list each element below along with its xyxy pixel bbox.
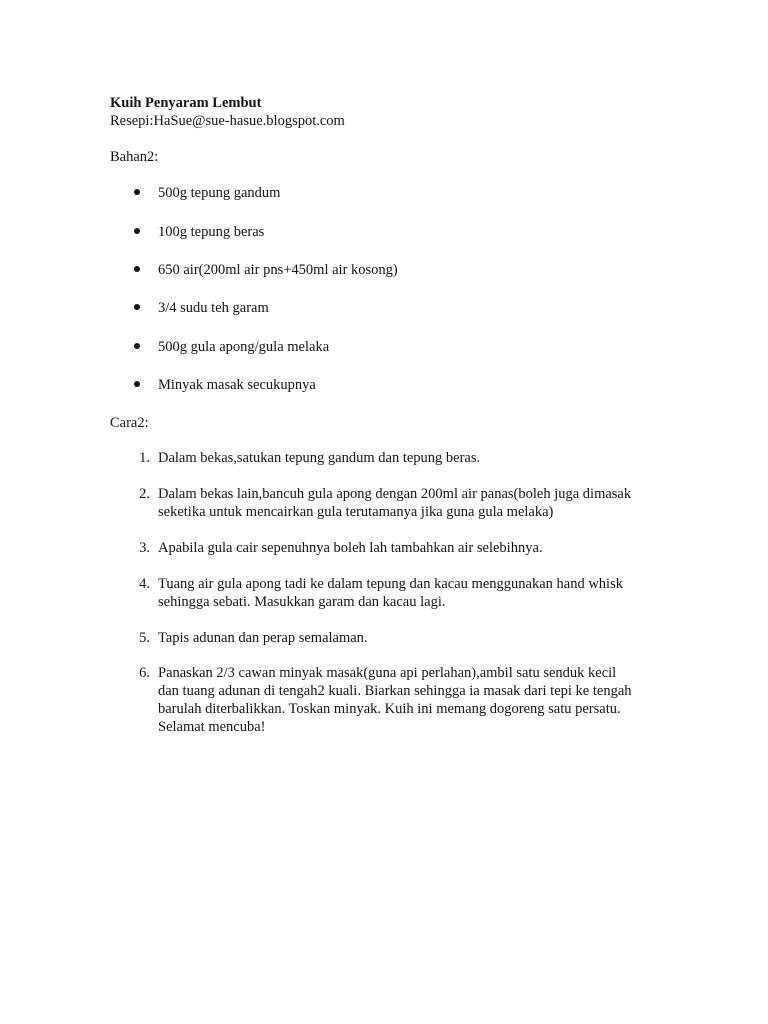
recipe-title: Kuih Penyaram Lembut bbox=[110, 95, 262, 111]
bullet-icon bbox=[134, 343, 140, 349]
bullet-icon bbox=[134, 266, 140, 272]
step-line: Panaskan 2/3 cawan minyak masak(guna api perlahan),ambil satu senduk kecil bbox=[158, 665, 617, 681]
ingredient-text: 100g tepung beras bbox=[158, 224, 265, 240]
step-line: barulah diterbalikkan. Toskan minyak. Kuih ini memang dogoreng satu persatu. bbox=[158, 701, 621, 717]
step-line: Apabila gula cair sepenuhnya boleh lah tambahkan air selebihnya. bbox=[158, 540, 543, 556]
step-text bbox=[158, 539, 718, 557]
step-line: Tapis adunan dan perap semalaman. bbox=[158, 630, 368, 646]
steps-heading: Cara2: bbox=[110, 415, 149, 431]
bullet-icon bbox=[134, 189, 140, 195]
step-text bbox=[158, 664, 718, 736]
ingredient-text: 650 air(200ml air pns+450ml air kosong) bbox=[158, 262, 398, 278]
step-line: sehingga sebati. Masukkan garam dan kacau lagi. bbox=[158, 594, 446, 610]
step-line: seketika untuk mencairkan gula terutamanya jika guna gula melaka) bbox=[158, 504, 554, 520]
bullet-icon bbox=[134, 381, 140, 387]
step-line: dan tuang adunan di tengah2 kuali. Biarkan sehingga ia masak dari tepi ke tengah bbox=[158, 683, 632, 699]
step-number: 1. bbox=[139, 450, 150, 466]
ingredient-text: 3/4 sudu teh garam bbox=[158, 300, 269, 316]
step-number: 3. bbox=[139, 540, 150, 556]
recipe-source: Resepi:HaSue@sue-hasue.blogspot.com bbox=[110, 113, 345, 129]
step-line: Dalam bekas lain,bancuh gula apong dengan 200ml air panas(boleh juga dimasak bbox=[158, 486, 632, 502]
step-number: 2. bbox=[139, 486, 150, 502]
step-line: Tuang air gula apong tadi ke dalam tepung dan kacau menggunakan hand whisk bbox=[158, 576, 623, 592]
step-number: 5. bbox=[139, 630, 150, 646]
step-text bbox=[158, 449, 718, 467]
ingredients-heading: Bahan2: bbox=[110, 149, 159, 165]
step-number: 4. bbox=[139, 576, 150, 592]
ingredient-text: Minyak masak secukupnya bbox=[158, 377, 316, 393]
step-number: 6. bbox=[139, 665, 150, 681]
step-line: Selamat mencuba! bbox=[158, 719, 266, 735]
step-line: Dalam bekas,satukan tepung gandum dan tepung beras. bbox=[158, 450, 481, 466]
ingredient-text: 500g tepung gandum bbox=[158, 185, 281, 201]
bullet-icon bbox=[134, 304, 140, 310]
step-text bbox=[158, 485, 718, 521]
ingredient-text: 500g gula apong/gula melaka bbox=[158, 339, 330, 355]
step-text bbox=[158, 575, 718, 611]
step-text bbox=[158, 629, 718, 647]
bullet-icon bbox=[134, 228, 140, 234]
